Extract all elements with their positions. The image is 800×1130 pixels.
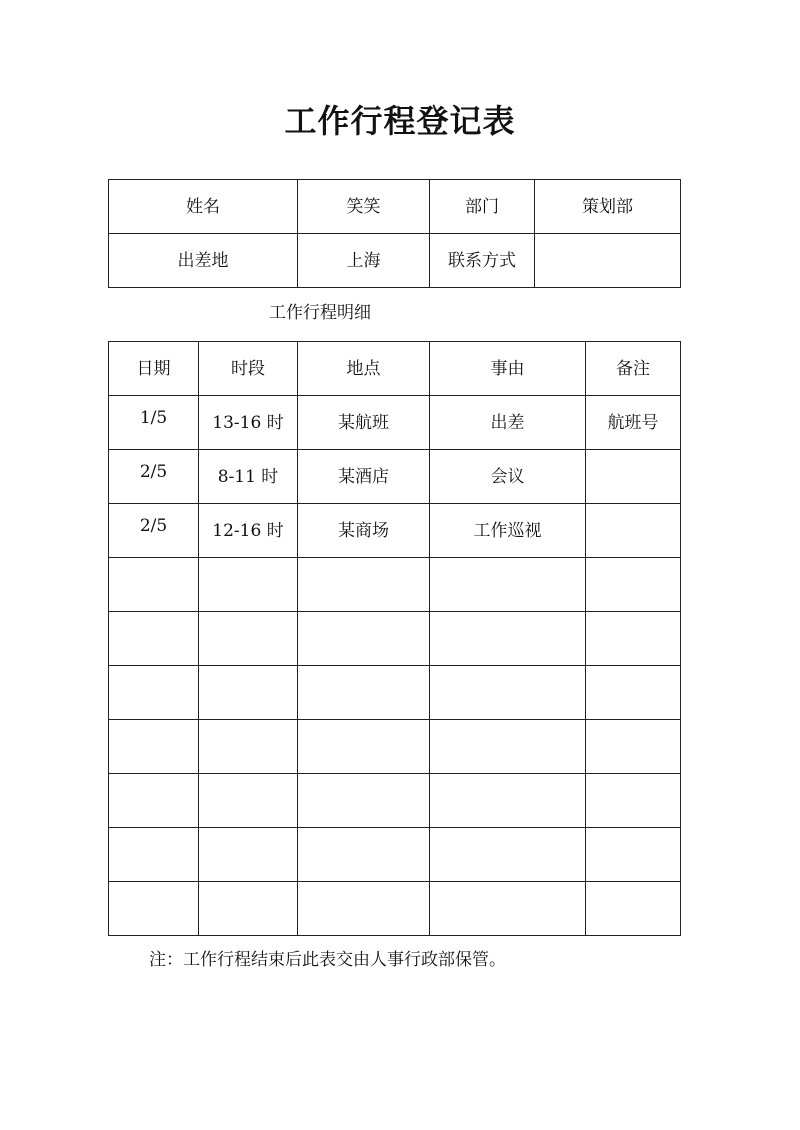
cell-place[interactable] bbox=[298, 720, 430, 774]
cell-date[interactable]: 2/5 bbox=[109, 504, 199, 558]
cell-place[interactable] bbox=[298, 828, 430, 882]
cell-remark[interactable]: 航班号 bbox=[586, 396, 681, 450]
cell-remark[interactable] bbox=[586, 612, 681, 666]
cell-remark[interactable] bbox=[586, 828, 681, 882]
cell-remark[interactable] bbox=[586, 720, 681, 774]
cell-date[interactable] bbox=[109, 774, 199, 828]
cell-place[interactable]: 某酒店 bbox=[298, 450, 430, 504]
cell-place[interactable] bbox=[298, 774, 430, 828]
cell-reason[interactable] bbox=[430, 774, 586, 828]
contact-value[interactable] bbox=[535, 234, 681, 288]
cell-time[interactable] bbox=[199, 882, 298, 936]
cell-remark[interactable] bbox=[586, 450, 681, 504]
destination-label: 出差地 bbox=[109, 234, 298, 288]
section-subtitle: 工作行程明细 bbox=[269, 303, 371, 323]
cell-date[interactable] bbox=[109, 720, 199, 774]
cell-reason[interactable] bbox=[430, 882, 586, 936]
cell-place[interactable]: 某航班 bbox=[298, 396, 430, 450]
cell-date[interactable]: 1/5 bbox=[109, 396, 199, 450]
schedule-table bbox=[108, 341, 681, 936]
destination-value[interactable]: 上海 bbox=[298, 234, 430, 288]
cell-date[interactable] bbox=[109, 666, 199, 720]
contact-label: 联系方式 bbox=[430, 234, 535, 288]
table-row bbox=[109, 720, 681, 774]
info-row bbox=[109, 234, 681, 288]
info-table bbox=[108, 179, 681, 288]
cell-remark[interactable] bbox=[586, 558, 681, 612]
table-row bbox=[109, 828, 681, 882]
table-row bbox=[109, 396, 681, 450]
cell-remark[interactable] bbox=[586, 666, 681, 720]
table-row bbox=[109, 612, 681, 666]
cell-place[interactable] bbox=[298, 882, 430, 936]
cell-reason[interactable] bbox=[430, 666, 586, 720]
cell-reason[interactable] bbox=[430, 612, 586, 666]
table-row bbox=[109, 504, 681, 558]
cell-place[interactable]: 某商场 bbox=[298, 504, 430, 558]
cell-remark[interactable] bbox=[586, 504, 681, 558]
cell-date[interactable] bbox=[109, 828, 199, 882]
cell-place[interactable] bbox=[298, 612, 430, 666]
cell-remark[interactable] bbox=[586, 774, 681, 828]
cell-time[interactable] bbox=[199, 666, 298, 720]
cell-time[interactable]: 13-16 时 bbox=[199, 396, 298, 450]
header-remark: 备注 bbox=[586, 342, 681, 396]
cell-time[interactable] bbox=[199, 774, 298, 828]
cell-time[interactable] bbox=[199, 612, 298, 666]
cell-date[interactable] bbox=[109, 612, 199, 666]
cell-time[interactable]: 8-11 时 bbox=[199, 450, 298, 504]
header-place: 地点 bbox=[298, 342, 430, 396]
table-row bbox=[109, 882, 681, 936]
table-row bbox=[109, 666, 681, 720]
cell-reason[interactable]: 工作巡视 bbox=[430, 504, 586, 558]
cell-place[interactable] bbox=[298, 666, 430, 720]
header-date: 日期 bbox=[109, 342, 199, 396]
cell-reason[interactable] bbox=[430, 558, 586, 612]
table-row bbox=[109, 450, 681, 504]
cell-time[interactable] bbox=[199, 720, 298, 774]
cell-time[interactable] bbox=[199, 558, 298, 612]
name-value[interactable]: 笑笑 bbox=[298, 180, 430, 234]
cell-reason[interactable]: 会议 bbox=[430, 450, 586, 504]
info-row bbox=[109, 180, 681, 234]
dept-value[interactable]: 策划部 bbox=[535, 180, 681, 234]
footer-note: 注：工作行程结束后此表交由人事行政部保管。 bbox=[149, 950, 506, 970]
header-reason: 事由 bbox=[430, 342, 586, 396]
cell-date[interactable] bbox=[109, 882, 199, 936]
header-time: 时段 bbox=[199, 342, 298, 396]
cell-place[interactable] bbox=[298, 558, 430, 612]
cell-time[interactable] bbox=[199, 828, 298, 882]
name-label: 姓名 bbox=[109, 180, 298, 234]
cell-date[interactable]: 2/5 bbox=[109, 450, 199, 504]
table-row bbox=[109, 774, 681, 828]
table-header-row bbox=[109, 342, 681, 396]
table-row bbox=[109, 558, 681, 612]
page-title: 工作行程登记表 bbox=[284, 102, 516, 140]
cell-date[interactable] bbox=[109, 558, 199, 612]
cell-reason[interactable]: 出差 bbox=[430, 396, 586, 450]
cell-time[interactable]: 12-16 时 bbox=[199, 504, 298, 558]
cell-reason[interactable] bbox=[430, 828, 586, 882]
cell-remark[interactable] bbox=[586, 882, 681, 936]
cell-reason[interactable] bbox=[430, 720, 586, 774]
dept-label: 部门 bbox=[430, 180, 535, 234]
